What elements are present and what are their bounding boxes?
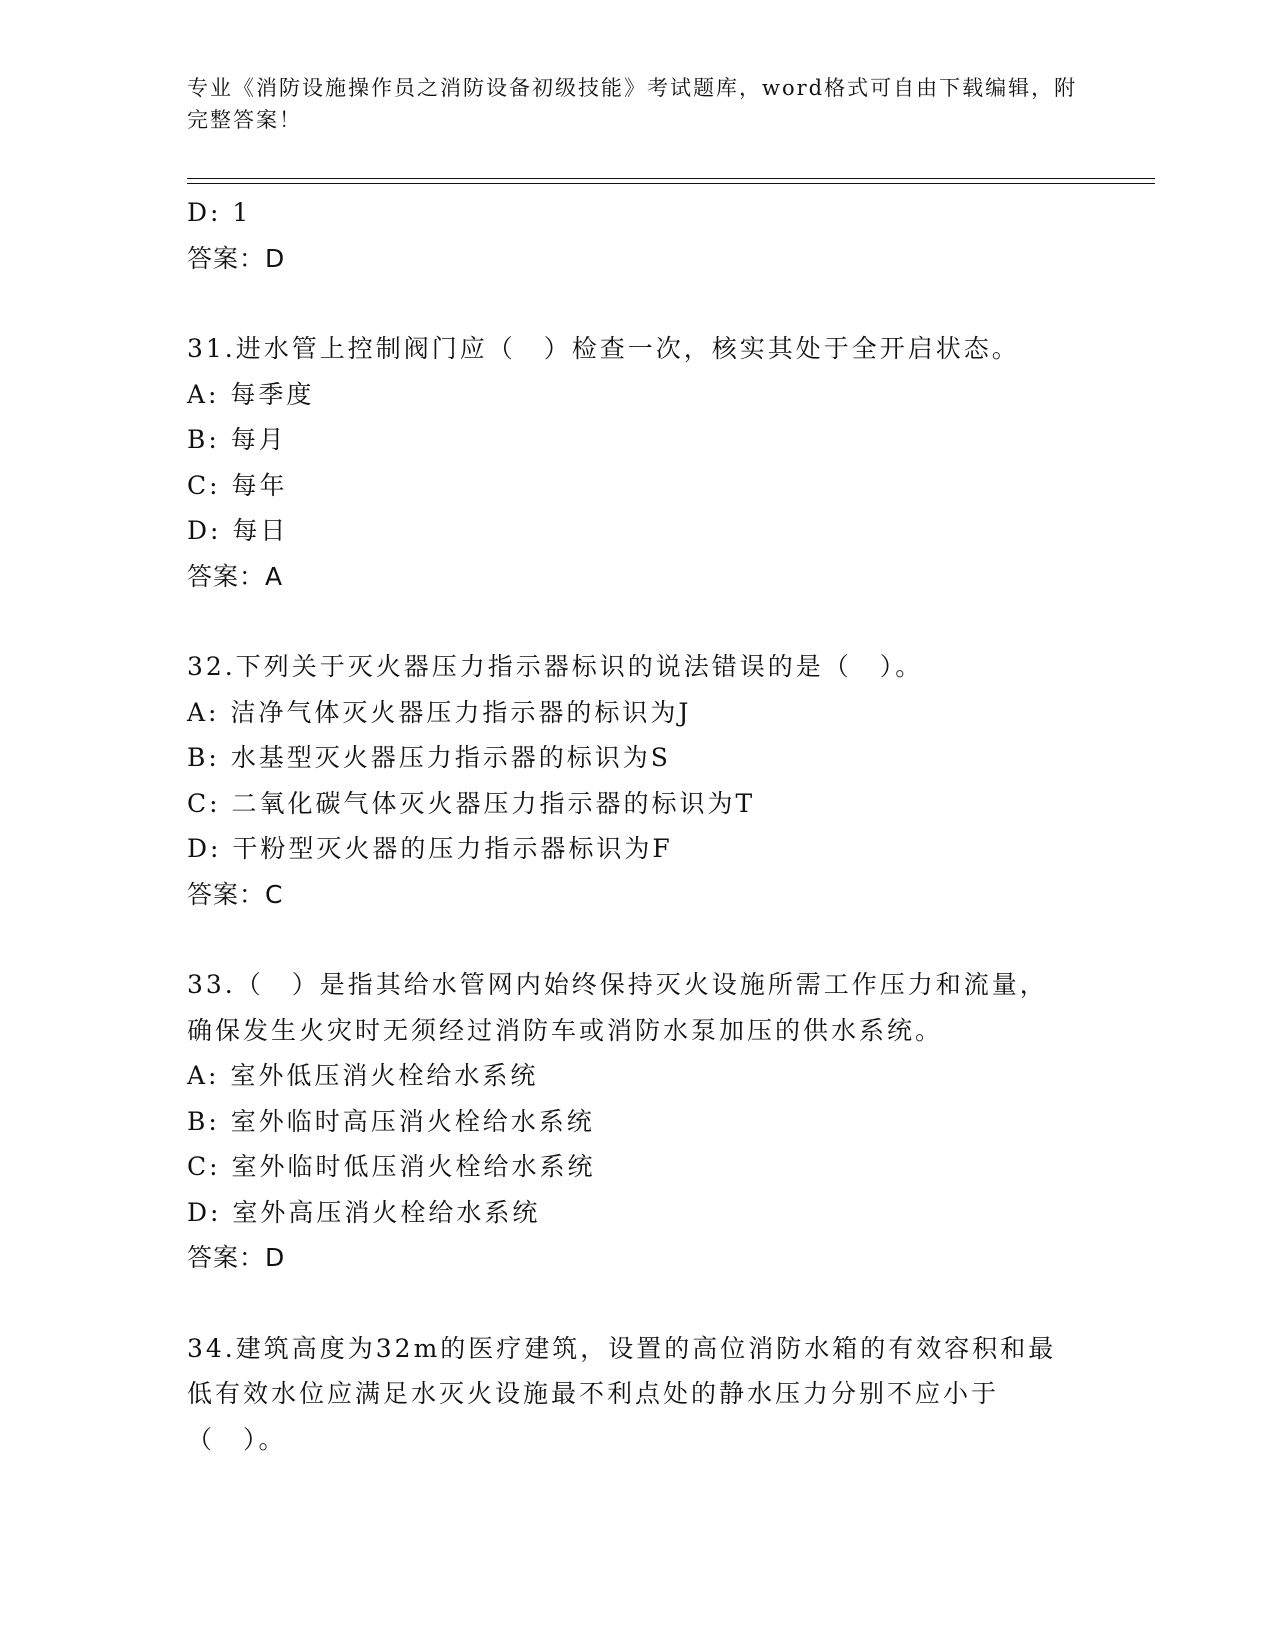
question-32 — [187, 644, 1087, 917]
question-text: 32.下列关于灭火器压力指示器标识的说法错误的是（ ）。 — [187, 652, 924, 681]
prev-option-d: D: 1 — [187, 198, 252, 227]
option-d: D: 每日 — [187, 516, 289, 545]
option-a: A: 洁净气体灭火器压力指示器的标识为J — [187, 697, 692, 727]
option-d: D: 室外高压消火栓给水系统 — [187, 1197, 541, 1227]
answer: 答案：A — [187, 561, 284, 591]
spacer — [187, 599, 1087, 644]
question-text: 34.建筑高度为32m的医疗建筑，设置的高位消防水箱的有效容积和最低有效水位应满足水灭火设施最不利点处的静水压力分别不应小于（ ）。 — [187, 1333, 1057, 1454]
option-a: A: 室外低压消火栓给水系统 — [187, 1061, 539, 1090]
option-b: B: 水基型灭火器压力指示器的标识为S — [187, 743, 671, 772]
option-c: C: 二氧化碳气体灭火器压力指示器的标识为T — [187, 788, 756, 818]
question-34 — [187, 1326, 1087, 1463]
question-list — [187, 190, 1087, 1462]
option-d: D: 干粉型灭火器的压力指示器标识为F — [187, 834, 673, 863]
header-divider-bottom — [187, 183, 1155, 184]
spacer — [187, 1281, 1087, 1326]
prev-answer: 答案：D — [187, 243, 286, 273]
answer: 答案：D — [187, 1243, 286, 1272]
option-c: C: 室外临时低压消火栓给水系统 — [187, 1152, 596, 1181]
question-33 — [187, 962, 1087, 1281]
question-text: 31.进水管上控制阀门应（ ）检查一次，核实其处于全开启状态。 — [187, 334, 1020, 363]
document-header — [187, 72, 1087, 136]
answer: 答案：C — [187, 879, 284, 909]
question-text: 33.（ ）是指其给水管网内始终保持灭火设施所需工作压力和流量，确保发生火灾时无须经过消防车或消防水泵加压的供水系统。 — [187, 970, 1048, 1045]
option-a: A: 每季度 — [187, 379, 315, 409]
spacer — [187, 917, 1087, 962]
option-b: B: 每月 — [187, 425, 287, 454]
option-b: B: 室外临时高压消火栓给水系统 — [187, 1106, 595, 1136]
option-c: C: 每年 — [187, 470, 288, 500]
header-divider-top — [187, 178, 1155, 179]
question-31 — [187, 326, 1087, 599]
spacer — [187, 281, 1087, 326]
header-text: 专业《消防设施操作员之消防设备初级技能》考试题库，word格式可自由下载编辑，附完整答案！ — [187, 76, 1078, 132]
